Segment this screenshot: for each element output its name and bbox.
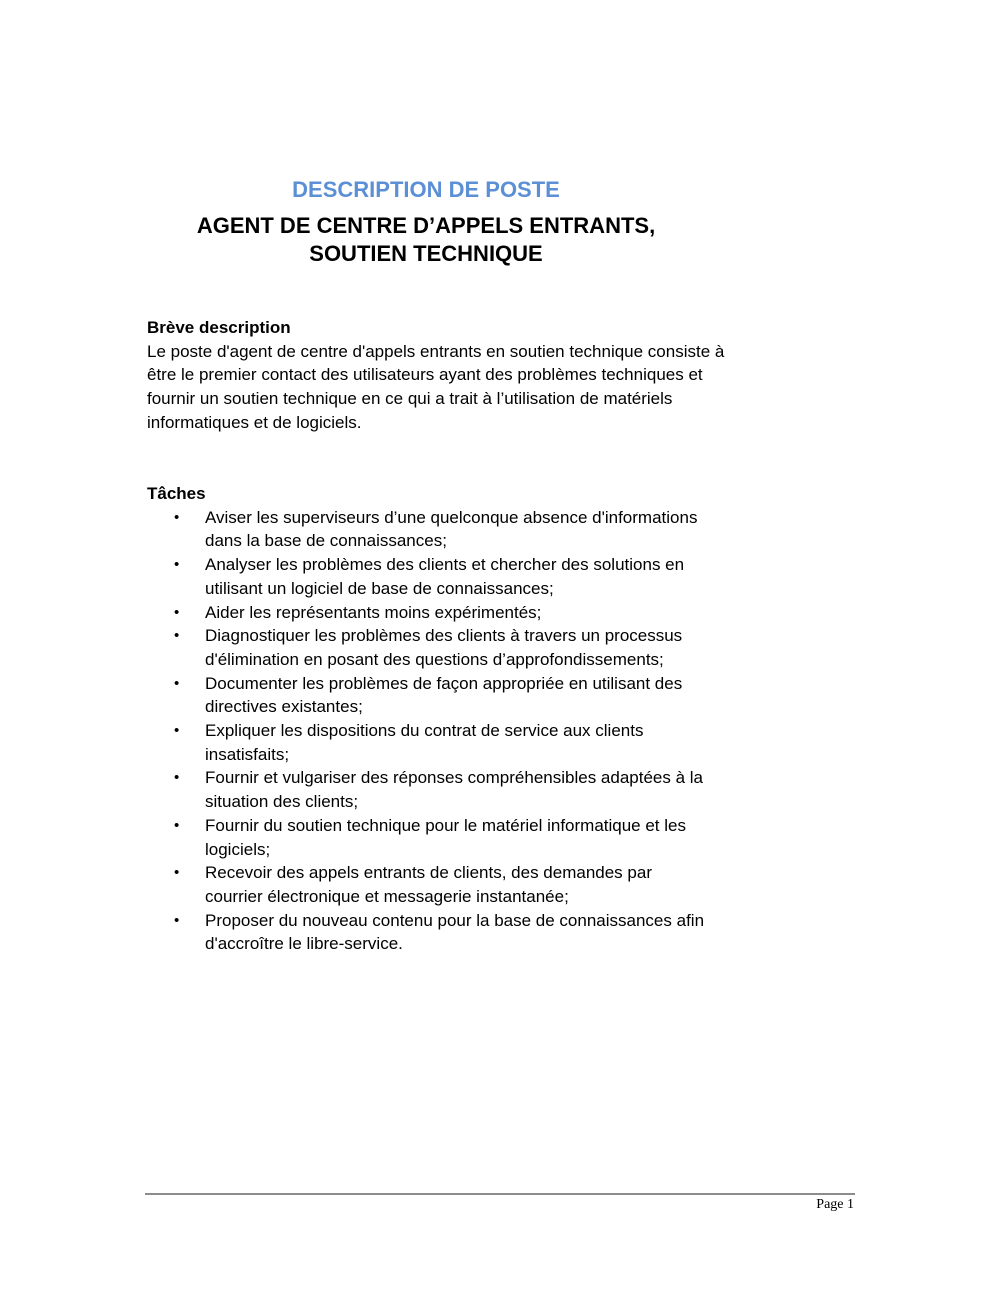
task-text: Diagnostiquer les problèmes des clients à travers un processus d'élimination en posant des questions d’approfondissements;: [205, 626, 683, 669]
task-item: [147, 672, 705, 719]
bullet-icon: •: [174, 603, 180, 621]
task-text: Fournir du soutien technique pour le matériel informatique et les logiciels;: [205, 815, 686, 859]
task-item: [147, 814, 705, 861]
bullet-icon: •: [174, 911, 180, 929]
summary-heading: Brève description: [147, 318, 291, 337]
tasks-heading: Tâches: [147, 484, 206, 503]
job-title-line-2: SOUTIEN TECHNIQUE: [309, 241, 543, 266]
task-text: Analyser les problèmes des clients et chercher des solutions en utilisant un logiciel de base de connaissances;: [205, 555, 685, 598]
task-item: [147, 719, 705, 766]
bullet-icon: •: [174, 816, 180, 834]
task-text: Fournir et vulgariser des réponses compréhensibles adaptées à la situation des clients;: [205, 768, 703, 812]
task-list: [147, 506, 727, 956]
summary-section: [147, 316, 727, 435]
bullet-icon: •: [174, 864, 180, 882]
bullet-icon: •: [174, 722, 180, 740]
task-item: [147, 861, 705, 908]
summary-text: Le poste d'agent de centre d'appels entrants en soutien technique consiste à être le premier contact des utilisateurs ayant des problèmes techniques et fournir un soutien technique en ce qui a trait à l’utilisation de matériels informatiques et de logiciels.: [147, 341, 725, 432]
task-item: [147, 909, 705, 956]
job-title: [0, 212, 852, 268]
task-item: [147, 553, 705, 600]
bullet-icon: •: [174, 627, 180, 645]
footer-divider: [145, 1193, 855, 1195]
bullet-icon: •: [174, 769, 180, 787]
bullet-icon: •: [174, 508, 180, 526]
job-title-line-1: AGENT DE CENTRE D’APPELS ENTRANTS,: [196, 213, 656, 238]
task-text: Aviser les superviseurs d’une quelconque absence d'informations dans la base de connaissances;: [205, 507, 698, 551]
task-text: Documenter les problèmes de façon appropriée en utilisant des directives existantes;: [205, 673, 683, 717]
bullet-icon: •: [174, 556, 180, 574]
bullet-icon: •: [174, 674, 180, 692]
task-text: Aider les représentants moins expérimentés;: [205, 602, 542, 622]
task-text: Proposer du nouveau contenu pour la base de connaissances afin d'accroître le libre-service.: [205, 910, 705, 954]
task-item: [147, 624, 705, 671]
page-number: Page 1: [816, 1197, 854, 1212]
document-type-heading: DESCRIPTION DE POSTE: [292, 177, 560, 202]
task-item: [147, 601, 705, 625]
task-text: Recevoir des appels entrants de clients, des demandes par courrier électronique et messagerie instantanée;: [205, 863, 652, 906]
task-item: [147, 766, 705, 813]
task-text: Expliquer les dispositions du contrat de service aux clients insatisfaits;: [205, 721, 644, 764]
tasks-section: [147, 482, 727, 956]
task-item: [147, 506, 705, 553]
